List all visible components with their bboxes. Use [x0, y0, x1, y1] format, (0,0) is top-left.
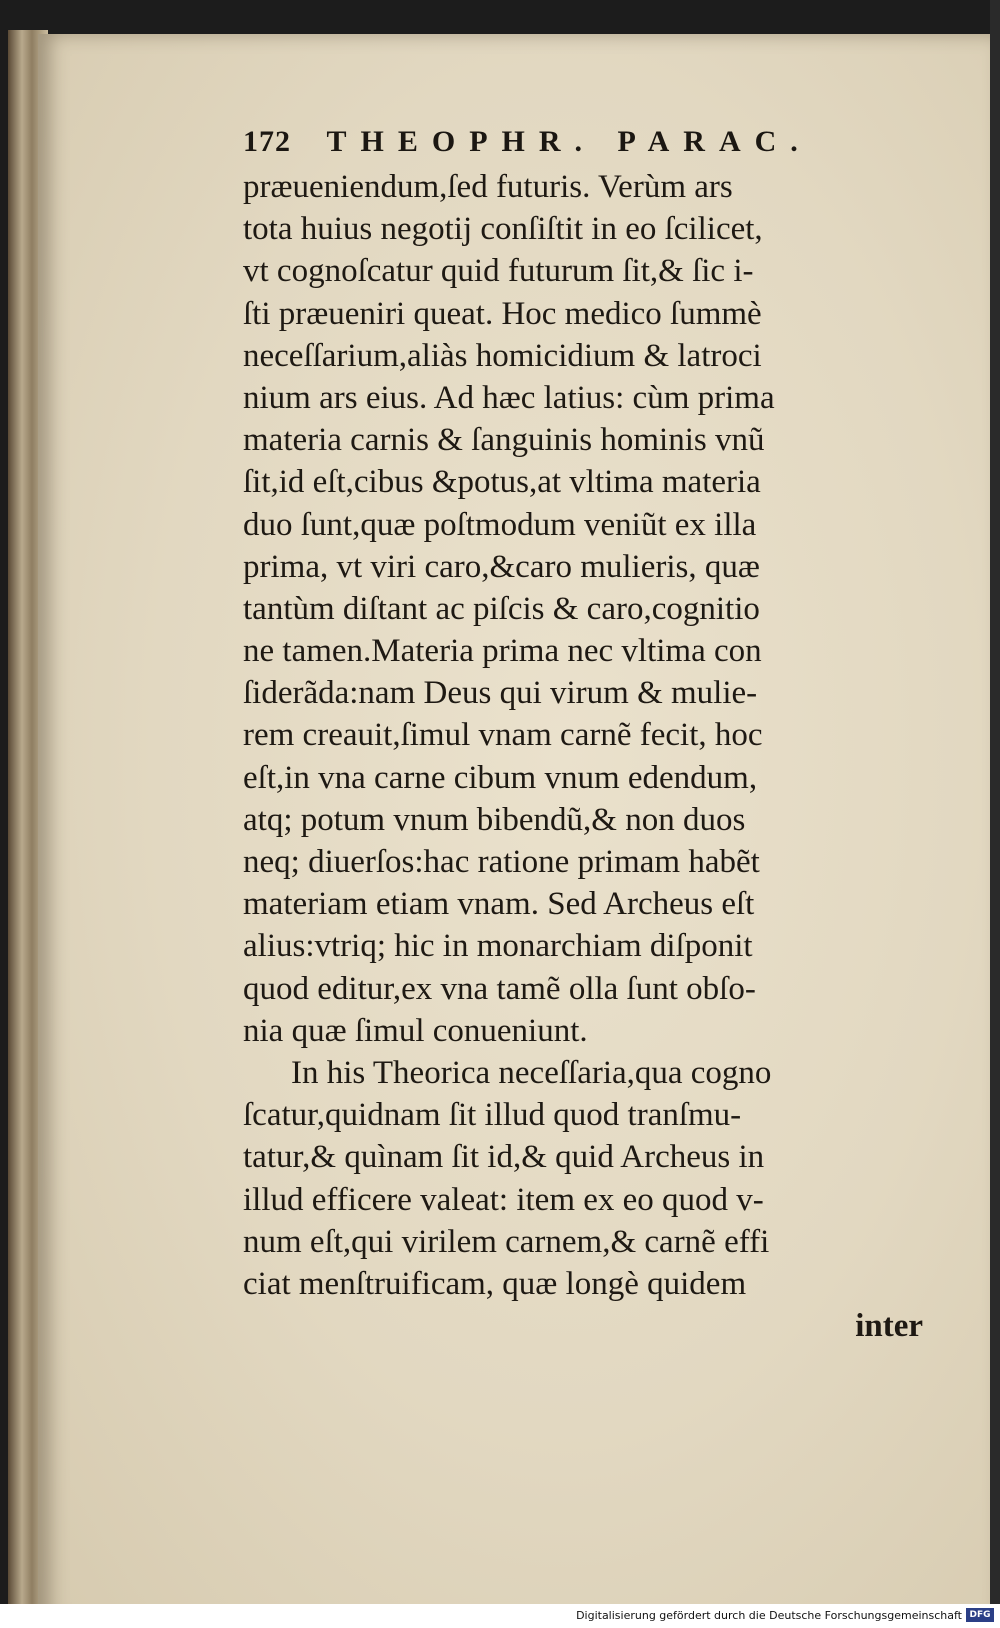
- scan-margin: [990, 0, 1000, 1628]
- text-line: num eſt,qui virilem carnem,& carnẽ effi: [243, 1223, 770, 1260]
- text-line: prima, vt viri caro,&caro mulieris, quæ: [243, 548, 760, 585]
- text-line: alius:vtriq; hic in monarchiam diſponit: [243, 928, 753, 965]
- text-line: nium ars eius. Ad hæc latius: cùm prima: [243, 379, 775, 416]
- text-line: ſit,id eſt,cibus &potus,at vltima materia: [243, 464, 761, 501]
- text-line: neq; diuerſos:hac ratione primam habẽt: [243, 844, 760, 880]
- text-line: tantùm diſtant ac piſcis & caro,cognitio: [243, 590, 760, 627]
- footer-credit: Digitalisierung gefördert durch die Deutsche Forschungsgemeinschaft: [576, 1609, 962, 1622]
- text-line: materiam etiam vnam. Sed Archeus eſt: [243, 886, 755, 923]
- text-line: ſti præueniri queat. Hoc medico ſummè: [243, 295, 762, 332]
- text-line: tatur,& quìnam ſit id,& quid Archeus in: [243, 1139, 765, 1176]
- body-text: [243, 166, 923, 1347]
- text-line: præueniendum,ſed futuris. Verùm ars: [243, 169, 733, 205]
- text-line: duo ſunt,quæ poſtmodum veniũt ex illa: [243, 506, 757, 543]
- text-line: illud efficere valeat: item ex eo quod v-: [243, 1181, 764, 1218]
- text-line: rem creauit,ſimul vnam carnẽ fecit, hoc: [243, 717, 763, 754]
- text-line: ne tamen.Materia prima nec vltima con: [243, 633, 762, 670]
- text-line: vt cognoſcatur quid futurum ſit,& ſic i-: [243, 253, 754, 290]
- catchword: inter: [855, 1308, 923, 1345]
- text-line: nia quæ ſimul conueniunt.: [243, 1012, 588, 1049]
- running-header: [243, 125, 812, 165]
- running-title: THEOPHR. PARAC.: [326, 125, 812, 158]
- text-line: ciat menſtruificam, quæ longè quidem: [243, 1265, 747, 1302]
- text-line: eſt,in vna carne cibum vnum edendum,: [243, 759, 758, 796]
- text-line: materia carnis & ſanguinis hominis vnũ: [243, 422, 765, 459]
- digitization-footer: [0, 1604, 1000, 1628]
- dfg-logo: DFG: [966, 1608, 994, 1622]
- text-line: neceſſarium,aliàs homicidium & latroci: [243, 337, 762, 374]
- text-line: ſiderãda:nam Deus qui virum & mulie-: [243, 675, 758, 712]
- text-line: In his Theorica neceſſaria,qua cogno: [291, 1054, 772, 1091]
- text-line: quod editur,ex vna tamẽ olla ſunt obſo-: [243, 970, 756, 1007]
- text-line: atq; potum vnum bibendũ,& non duos: [243, 801, 746, 838]
- text-line: ſcatur,quidnam ſit illud quod tranſmu-: [243, 1097, 742, 1134]
- page-number: 172: [243, 125, 291, 158]
- text-line: tota huius negotij conſiſtit in eo ſcilicet,: [243, 211, 763, 248]
